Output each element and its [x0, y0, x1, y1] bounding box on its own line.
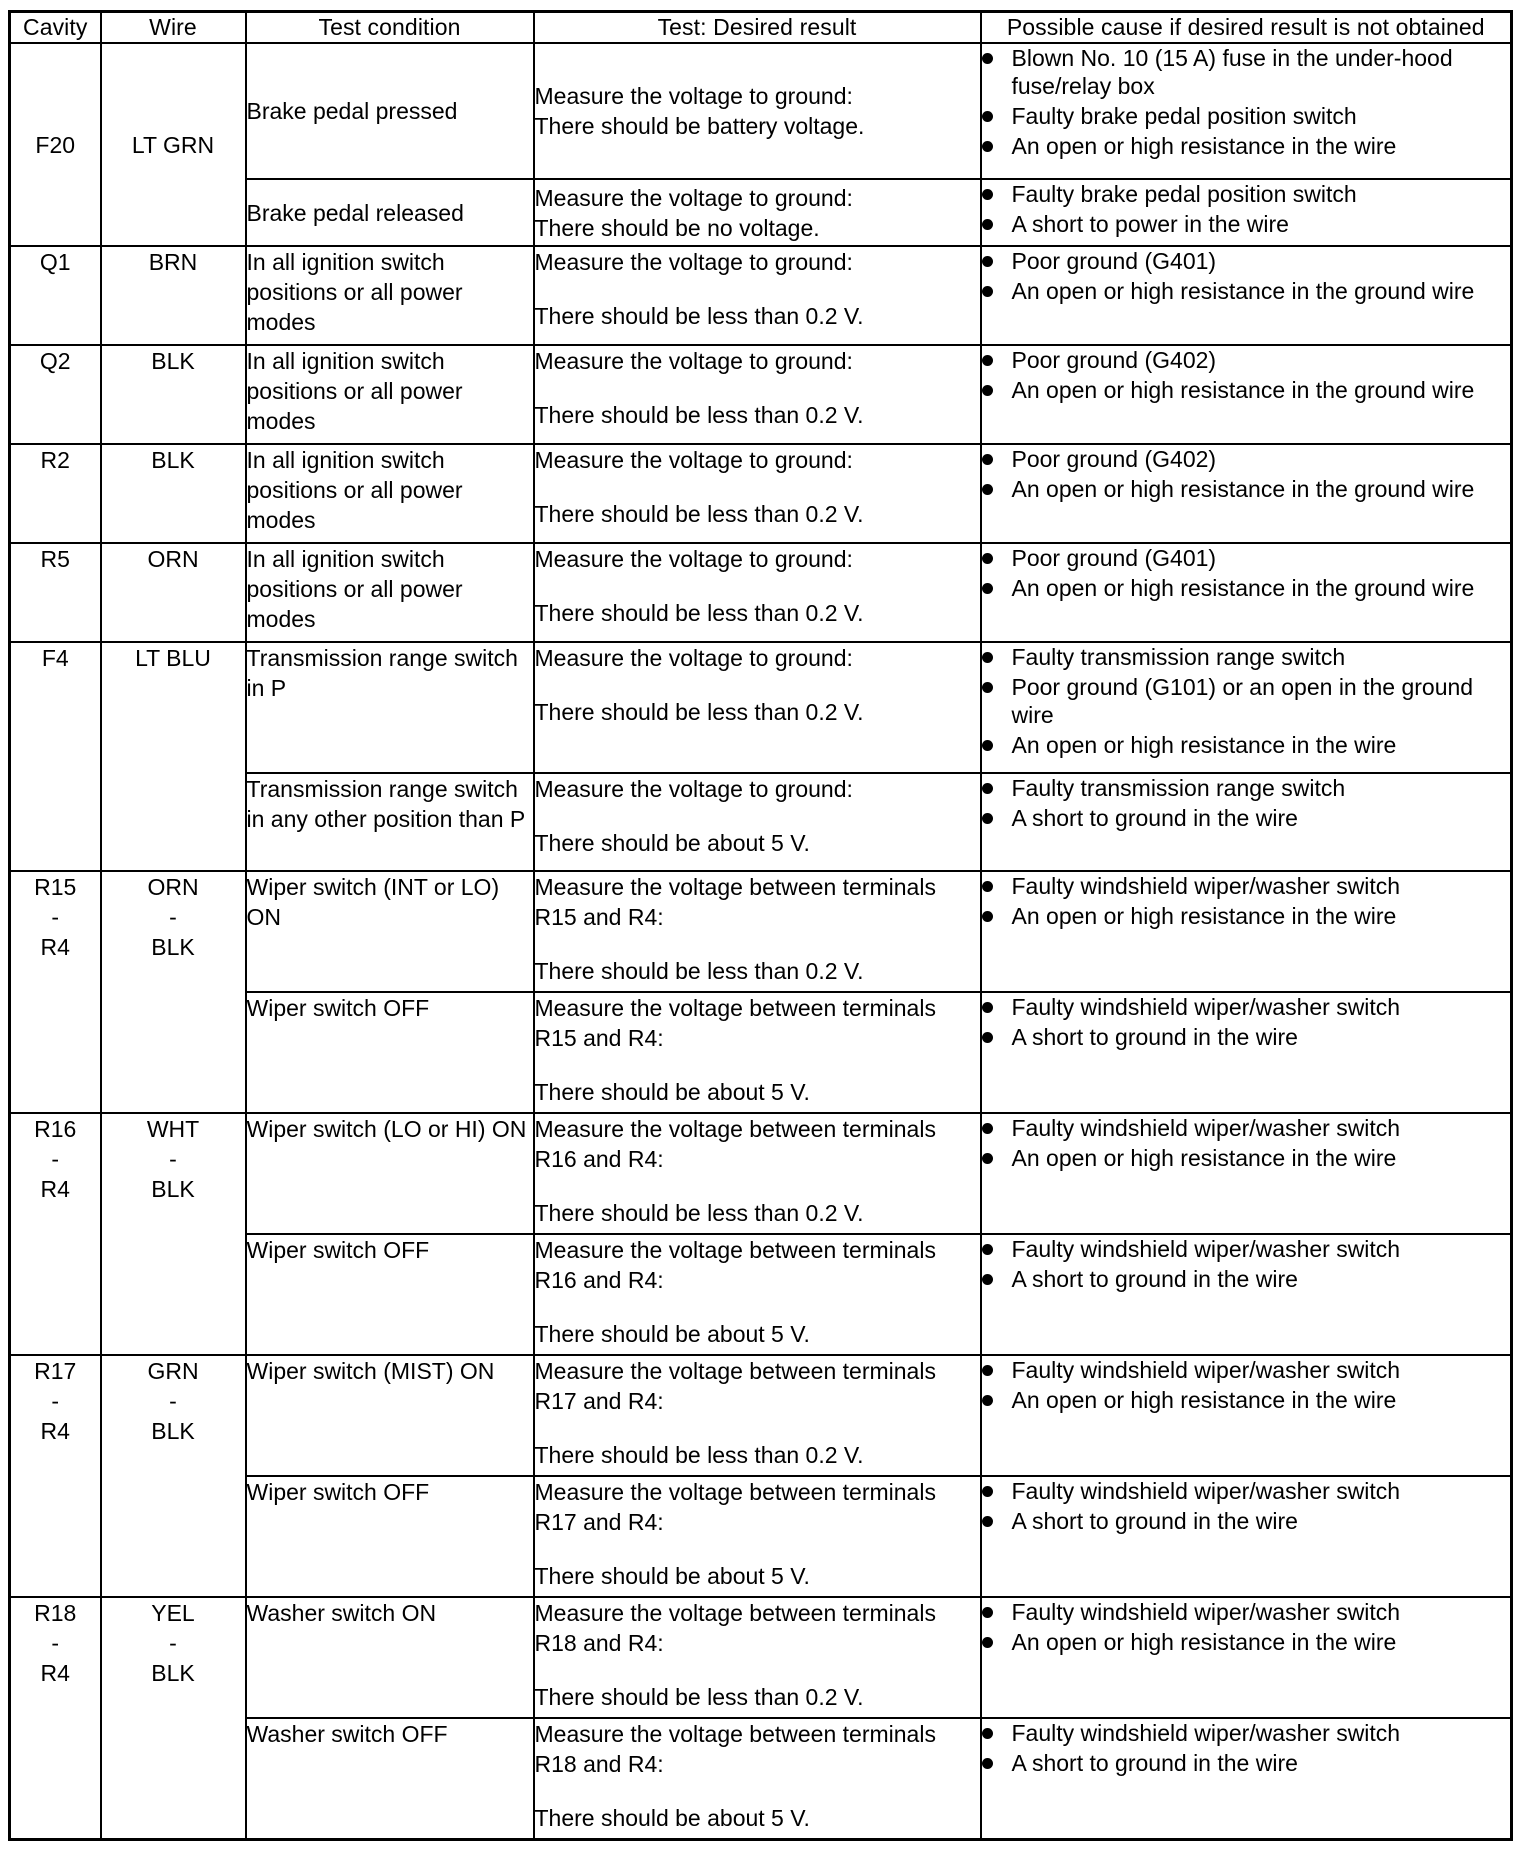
table-row	[10, 543, 1512, 642]
cavity-value: R15	[34, 874, 77, 900]
bullet-icon	[982, 583, 993, 594]
list-item	[982, 102, 1511, 130]
result-expectation: There should be less than 0.2 V.	[534, 501, 864, 527]
result-instruction: Measure the voltage to ground:	[534, 776, 853, 802]
desired-result	[534, 1476, 981, 1597]
table-row	[10, 871, 1512, 992]
list-item	[982, 574, 1511, 602]
cause-text: Faulty windshield wiper/washer switch	[1011, 1115, 1401, 1141]
possible-causes	[981, 43, 1512, 179]
bullet-icon	[982, 355, 993, 366]
list-item	[982, 1235, 1511, 1263]
bullet-icon	[982, 1758, 993, 1769]
bullet-icon	[982, 1486, 993, 1497]
table-row	[10, 43, 1512, 179]
result-expectation: There should be less than 0.2 V.	[534, 1684, 864, 1710]
desired-result	[534, 1718, 981, 1839]
test-condition: In all ignition switch positions or all power modes	[246, 345, 534, 444]
possible-causes	[981, 1234, 1512, 1355]
bullet-icon	[982, 1637, 993, 1648]
list-item	[982, 993, 1511, 1021]
test-table	[8, 10, 1513, 1841]
bullet-icon	[982, 1274, 993, 1285]
cause-list	[982, 774, 1511, 832]
result-instruction: Measure the voltage between terminals R15 and R4:	[534, 874, 936, 930]
desired-result	[534, 43, 981, 179]
list-item	[982, 1356, 1511, 1384]
list-item	[982, 475, 1511, 503]
cavity-cell	[10, 345, 101, 444]
cavity-cell	[10, 43, 101, 246]
cause-text: A short to power in the wire	[1011, 211, 1289, 237]
cause-list	[982, 1235, 1511, 1293]
bullet-icon	[982, 881, 993, 892]
test-condition: Transmission range switch in any other position than P	[246, 773, 534, 871]
bullet-icon	[982, 1153, 993, 1164]
result-instruction: Measure the voltage to ground:	[534, 447, 853, 473]
result-instruction: Measure the voltage between terminals R16 and R4:	[534, 1116, 936, 1172]
list-item	[982, 1749, 1511, 1777]
bullet-icon	[982, 813, 993, 824]
result-instruction: Measure the voltage between terminals R18 and R4:	[534, 1600, 936, 1656]
table-row	[10, 1113, 1512, 1234]
list-item	[982, 210, 1511, 238]
list-item	[982, 1719, 1511, 1747]
desired-result	[534, 1355, 981, 1476]
cause-text: An open or high resistance in the wire	[1011, 1387, 1397, 1413]
desired-result	[534, 179, 981, 246]
table-row	[10, 444, 1512, 543]
result-instruction: Measure the voltage between terminals R18 and R4:	[534, 1721, 936, 1777]
cavity-value: Q2	[39, 348, 71, 374]
desired-result	[534, 871, 981, 992]
desired-result	[534, 773, 981, 871]
cavity-value-2: R4	[40, 1660, 70, 1686]
cause-text: Faulty windshield wiper/washer switch	[1011, 1478, 1401, 1504]
possible-causes	[981, 1476, 1512, 1597]
cavity-value: Q1	[39, 249, 71, 275]
cause-list	[982, 993, 1511, 1051]
cause-text: Poor ground (G401)	[1011, 248, 1217, 274]
wire-separator: -	[169, 1146, 177, 1172]
bullet-icon	[982, 1395, 993, 1406]
cause-text: A short to ground in the wire	[1011, 1750, 1298, 1776]
wire-color: BRN	[148, 249, 198, 275]
list-item	[982, 1477, 1511, 1505]
possible-causes	[981, 1355, 1512, 1476]
cavity-separator: -	[51, 1630, 60, 1656]
cause-text: Faulty windshield wiper/washer switch	[1011, 1236, 1401, 1262]
list-item	[982, 277, 1511, 305]
wire-cell	[101, 1597, 246, 1839]
result-instruction: Measure the voltage between terminals R17 and R4:	[534, 1479, 936, 1535]
wire-cell	[101, 1355, 246, 1597]
list-item	[982, 247, 1511, 275]
test-condition: Washer switch ON	[246, 1597, 534, 1718]
result-expectation: There should be about 5 V.	[534, 830, 810, 856]
cause-text: An open or high resistance in the wire	[1011, 732, 1397, 758]
test-condition: In all ignition switch positions or all power modes	[246, 543, 534, 642]
bullet-icon	[982, 1244, 993, 1255]
result-expectation: There should be less than 0.2 V.	[534, 699, 864, 725]
cause-list	[982, 872, 1511, 930]
test-condition: Washer switch OFF	[246, 1718, 534, 1839]
list-item	[982, 1144, 1511, 1172]
possible-causes	[981, 1718, 1512, 1839]
wire-cell	[101, 246, 246, 345]
bullet-icon	[982, 385, 993, 396]
wire-color-2: BLK	[151, 1660, 195, 1686]
cause-list	[982, 1356, 1511, 1414]
list-item	[982, 643, 1511, 671]
possible-causes	[981, 1597, 1512, 1718]
wire-color: ORN	[147, 874, 199, 900]
cavity-cell	[10, 444, 101, 543]
cause-text: A short to ground in the wire	[1011, 805, 1298, 831]
desired-result	[534, 345, 981, 444]
cavity-cell	[10, 1113, 101, 1355]
test-condition: Wiper switch OFF	[246, 1234, 534, 1355]
result-instruction: Measure the voltage to ground:	[534, 645, 853, 671]
cavity-value-2: R4	[40, 934, 70, 960]
desired-result	[534, 1234, 981, 1355]
cause-list	[982, 1598, 1511, 1656]
cause-list	[982, 1114, 1511, 1172]
desired-result	[534, 246, 981, 345]
bullet-icon	[982, 256, 993, 267]
bullet-icon	[982, 783, 993, 794]
possible-causes	[981, 992, 1512, 1113]
result-expectation: There should be about 5 V.	[534, 1321, 810, 1347]
possible-causes	[981, 345, 1512, 444]
bullet-icon	[982, 1516, 993, 1527]
result-expectation: There should be less than 0.2 V.	[534, 600, 864, 626]
bullet-icon	[982, 1728, 993, 1739]
bullet-icon	[982, 553, 993, 564]
test-condition: Brake pedal released	[246, 179, 534, 246]
desired-result	[534, 992, 981, 1113]
list-item	[982, 544, 1511, 572]
cavity-separator: -	[51, 904, 60, 930]
bullet-icon	[982, 189, 993, 200]
cause-text: An open or high resistance in the ground wire	[1011, 575, 1475, 601]
desired-result	[534, 444, 981, 543]
bullet-icon	[982, 141, 993, 152]
list-item	[982, 445, 1511, 473]
result-expectation: There should be less than 0.2 V.	[534, 1442, 864, 1468]
list-item	[982, 376, 1511, 404]
cause-text: Faulty windshield wiper/washer switch	[1011, 994, 1401, 1020]
bullet-icon	[982, 911, 993, 922]
desired-result	[534, 543, 981, 642]
bullet-icon	[982, 1365, 993, 1376]
list-item	[982, 731, 1511, 759]
list-item	[982, 673, 1511, 729]
test-condition: In all ignition switch positions or all power modes	[246, 444, 534, 543]
test-condition: Wiper switch OFF	[246, 992, 534, 1113]
list-item	[982, 902, 1511, 930]
list-item	[982, 804, 1511, 832]
header-test-condition: Test condition	[246, 12, 534, 44]
table-row	[10, 1355, 1512, 1476]
list-item	[982, 44, 1511, 100]
bullet-icon	[982, 219, 993, 230]
list-item	[982, 1598, 1511, 1626]
wire-color-2: BLK	[151, 1176, 195, 1202]
cause-text: An open or high resistance in the ground wire	[1011, 278, 1475, 304]
possible-causes	[981, 444, 1512, 543]
cause-list	[982, 643, 1511, 759]
table-row	[10, 345, 1512, 444]
bullet-icon	[982, 286, 993, 297]
wire-cell	[101, 444, 246, 543]
cause-text: An open or high resistance in the wire	[1011, 1629, 1397, 1655]
cause-list	[982, 346, 1511, 404]
cause-text: Faulty windshield wiper/washer switch	[1011, 1599, 1401, 1625]
header-desired-result: Test: Desired result	[534, 12, 981, 44]
list-item	[982, 1386, 1511, 1414]
result-expectation: There should be less than 0.2 V.	[534, 303, 864, 329]
possible-causes	[981, 871, 1512, 992]
list-item	[982, 1114, 1511, 1142]
desired-result	[534, 1597, 981, 1718]
cavity-cell	[10, 1597, 101, 1839]
cause-text: Faulty windshield wiper/washer switch	[1011, 873, 1401, 899]
cause-text: Poor ground (G402)	[1011, 446, 1217, 472]
result-instruction: Measure the voltage to ground:	[534, 83, 853, 109]
result-instruction: Measure the voltage to ground:	[534, 249, 853, 275]
cavity-value-2: R4	[40, 1176, 70, 1202]
wire-color: BLK	[151, 447, 195, 473]
cavity-value: R17	[34, 1358, 77, 1384]
wire-cell	[101, 345, 246, 444]
result-instruction: Measure the voltage to ground:	[534, 348, 853, 374]
result-expectation: There should be about 5 V.	[534, 1079, 810, 1105]
cavity-value: R5	[40, 546, 70, 572]
cavity-cell	[10, 871, 101, 1113]
bullet-icon	[982, 652, 993, 663]
result-expectation: There should be less than 0.2 V.	[534, 1200, 864, 1226]
list-item	[982, 1023, 1511, 1051]
cavity-cell	[10, 246, 101, 345]
header-possible-cause: Possible cause if desired result is not obtained	[981, 12, 1512, 44]
cause-list	[982, 247, 1511, 305]
result-expectation: There should be about 5 V.	[534, 1805, 810, 1831]
cavity-value: F4	[41, 645, 69, 671]
wire-color-2: BLK	[151, 934, 195, 960]
cause-list	[982, 544, 1511, 602]
test-condition: Brake pedal pressed	[246, 43, 534, 179]
cause-text: Faulty brake pedal position switch	[1011, 103, 1357, 129]
cause-text: An open or high resistance in the wire	[1011, 903, 1397, 929]
bullet-icon	[982, 740, 993, 751]
bullet-icon	[982, 53, 993, 64]
cause-text: An open or high resistance in the wire	[1011, 133, 1397, 159]
wire-cell	[101, 543, 246, 642]
cavity-separator: -	[51, 1146, 60, 1172]
cause-text: Poor ground (G101) or an open in the ground wire	[1011, 674, 1474, 728]
bullet-icon	[982, 454, 993, 465]
cause-list	[982, 180, 1511, 238]
result-instruction: Measure the voltage between terminals R17 and R4:	[534, 1358, 936, 1414]
test-condition: Wiper switch (MIST) ON	[246, 1355, 534, 1476]
result-expectation: There should be battery voltage.	[534, 113, 865, 139]
result-expectation: There should be less than 0.2 V.	[534, 958, 864, 984]
possible-causes	[981, 642, 1512, 773]
wire-color: LT GRN	[131, 131, 215, 158]
list-item	[982, 132, 1511, 160]
wire-color-2: BLK	[151, 1418, 195, 1444]
cavity-value: R16	[34, 1116, 77, 1142]
result-instruction: Measure the voltage to ground:	[534, 184, 853, 211]
cause-text: A short to ground in the wire	[1011, 1508, 1298, 1534]
list-item	[982, 346, 1511, 374]
table-row	[10, 1597, 1512, 1718]
table-row	[10, 246, 1512, 345]
wire-color: GRN	[147, 1358, 199, 1384]
wire-color: BLK	[151, 348, 195, 374]
bullet-icon	[982, 1002, 993, 1013]
wire-color: YEL	[151, 1600, 195, 1626]
cavity-separator: -	[51, 1388, 60, 1414]
desired-result	[534, 1113, 981, 1234]
cavity-cell	[10, 543, 101, 642]
cause-text: A short to ground in the wire	[1011, 1024, 1298, 1050]
bullet-icon	[982, 484, 993, 495]
desired-result	[534, 642, 981, 773]
test-condition: Transmission range switch in P	[246, 642, 534, 773]
cause-text: An open or high resistance in the ground wire	[1011, 377, 1475, 403]
result-expectation: There should be less than 0.2 V.	[534, 402, 864, 428]
wire-separator: -	[169, 904, 177, 930]
wire-color: WHT	[146, 1116, 200, 1142]
wire-color: LT BLU	[135, 645, 211, 671]
possible-causes	[981, 773, 1512, 871]
cause-text: Blown No. 10 (15 A) fuse in the under-hood fuse/relay box	[1011, 45, 1453, 99]
test-condition: In all ignition switch positions or all power modes	[246, 246, 534, 345]
bullet-icon	[982, 111, 993, 122]
cause-text: An open or high resistance in the ground wire	[1011, 476, 1475, 502]
list-item	[982, 180, 1511, 208]
cavity-value: F20	[35, 131, 76, 158]
cause-list	[982, 44, 1511, 160]
bullet-icon	[982, 1123, 993, 1134]
result-instruction: Measure the voltage between terminals R15 and R4:	[534, 995, 936, 1051]
possible-causes	[981, 1113, 1512, 1234]
table-body	[10, 43, 1512, 1839]
cause-text: Faulty transmission range switch	[1011, 644, 1346, 670]
wire-cell	[101, 1113, 246, 1355]
list-item	[982, 1265, 1511, 1293]
cause-text: A short to ground in the wire	[1011, 1266, 1298, 1292]
list-item	[982, 1628, 1511, 1656]
test-condition: Wiper switch OFF	[246, 1476, 534, 1597]
possible-causes	[981, 246, 1512, 345]
possible-causes	[981, 543, 1512, 642]
result-expectation: There should be about 5 V.	[534, 1563, 810, 1589]
cavity-value: R2	[40, 447, 70, 473]
cavity-value-2: R4	[40, 1418, 70, 1444]
cause-list	[982, 1719, 1511, 1777]
table-header	[10, 12, 1512, 44]
cause-text: Faulty transmission range switch	[1011, 775, 1346, 801]
cavity-cell	[10, 1355, 101, 1597]
cause-list	[982, 445, 1511, 503]
list-item	[982, 872, 1511, 900]
test-condition: Wiper switch (LO or HI) ON	[246, 1113, 534, 1234]
bullet-icon	[982, 682, 993, 693]
wire-separator: -	[169, 1630, 177, 1656]
cause-text: Faulty brake pedal position switch	[1011, 181, 1357, 207]
wire-cell	[101, 43, 246, 246]
cause-text: Faulty windshield wiper/washer switch	[1011, 1720, 1401, 1746]
wire-cell	[101, 871, 246, 1113]
cause-text: An open or high resistance in the wire	[1011, 1145, 1397, 1171]
cause-list	[982, 1477, 1511, 1535]
header-cavity: Cavity	[10, 12, 101, 44]
list-item	[982, 774, 1511, 802]
table-row	[10, 642, 1512, 773]
bullet-icon	[982, 1607, 993, 1618]
header-wire: Wire	[101, 12, 246, 44]
cause-text: Poor ground (G401)	[1011, 545, 1217, 571]
list-item	[982, 1507, 1511, 1535]
result-expectation: There should be no voltage.	[534, 214, 820, 241]
wire-separator: -	[169, 1388, 177, 1414]
test-condition: Wiper switch (INT or LO) ON	[246, 871, 534, 992]
result-instruction: Measure the voltage to ground:	[534, 546, 853, 572]
cause-text: Faulty windshield wiper/washer switch	[1011, 1357, 1401, 1383]
cavity-value: R18	[34, 1600, 77, 1626]
cavity-cell	[10, 642, 101, 871]
result-instruction: Measure the voltage between terminals R16 and R4:	[534, 1237, 936, 1293]
bullet-icon	[982, 1032, 993, 1043]
cause-text: Poor ground (G402)	[1011, 347, 1217, 373]
possible-causes	[981, 179, 1512, 246]
wire-color: ORN	[147, 546, 199, 572]
wire-cell	[101, 642, 246, 871]
